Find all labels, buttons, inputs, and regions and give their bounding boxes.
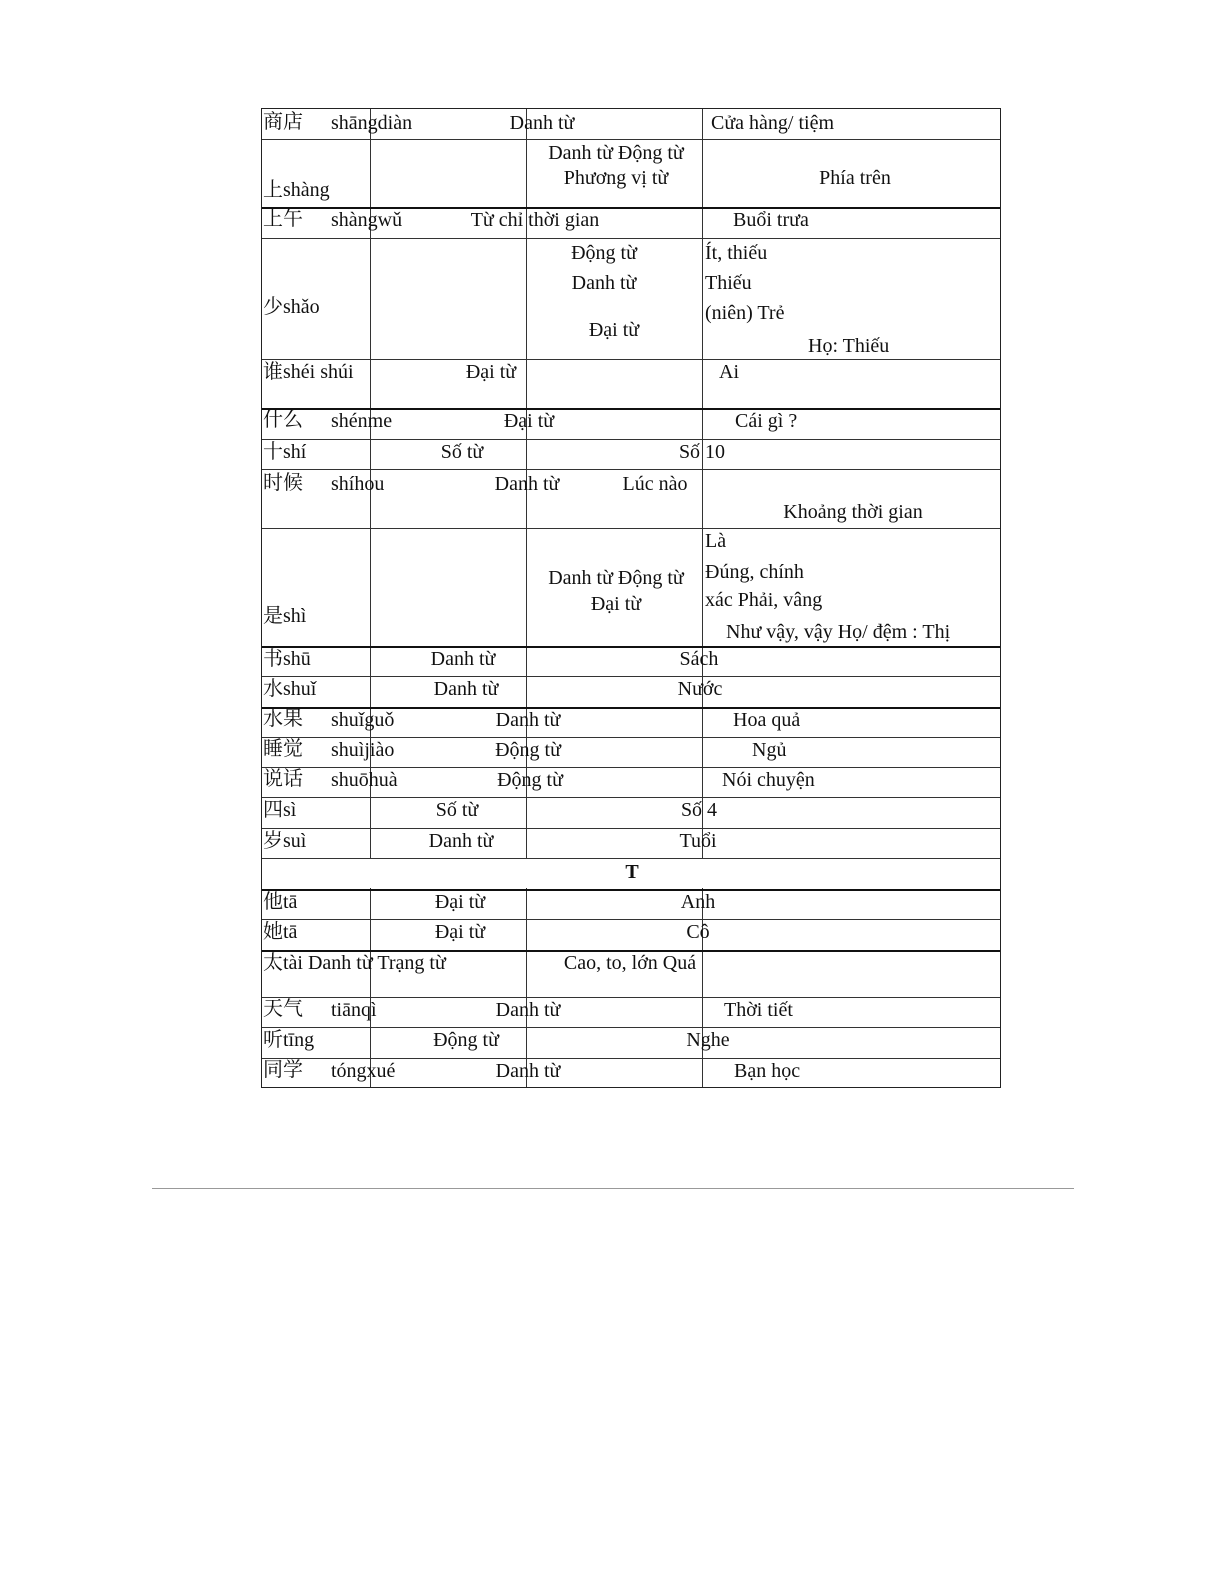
row-divider	[262, 646, 1000, 648]
row-divider	[262, 737, 1000, 738]
meaning-text: Cửa hàng/ tiệm	[711, 112, 835, 134]
pinyin-text: shàngwǔ	[331, 209, 403, 231]
part-of-speech-text: Danh từ	[428, 830, 494, 852]
part-of-speech-text: Động từ	[497, 769, 563, 791]
pinyin-text: tiānqì	[331, 999, 377, 1021]
word-pinyin-text: 听tīng	[263, 1029, 315, 1051]
page-separator	[152, 1188, 1074, 1189]
meaning-text: Cao, to, lớn Quá	[563, 952, 697, 974]
part-of-speech-text: Đại từ	[588, 319, 640, 341]
part-of-speech-text: Danh từ	[571, 272, 637, 294]
meaning-text: Buổi trưa	[733, 209, 809, 231]
word-pinyin-text: 水shuǐ	[263, 678, 317, 700]
word-pinyin-text: 书shū	[263, 648, 311, 670]
meaning-text: Số 10	[678, 441, 726, 463]
row-divider	[262, 828, 1000, 829]
part-of-speech-text: Danh từ Động từ	[548, 567, 684, 589]
word-text: 什么	[263, 409, 303, 431]
part-of-speech-text: Danh từ	[433, 678, 499, 700]
meaning-text: Họ: Thiếu	[808, 335, 890, 357]
word-text: 天气	[263, 998, 303, 1020]
meaning-text: Tuổi	[679, 830, 717, 852]
meaning-text: Thời tiết	[724, 999, 793, 1021]
pinyin-text: shíhou	[331, 473, 385, 495]
row-divider	[262, 139, 1000, 140]
pinyin-text: shuǐguǒ	[331, 709, 395, 731]
part-of-speech-text: Động từ	[433, 1029, 499, 1051]
part-of-speech-text: Đại từ	[434, 891, 486, 913]
meaning-text: Đúng, chính	[705, 561, 804, 583]
row-divider	[262, 359, 1000, 360]
word-pinyin-text: 她tā	[263, 921, 298, 943]
word-text: 商店	[263, 111, 303, 133]
row-divider	[262, 889, 1000, 891]
word-text: 水果	[263, 708, 303, 730]
word-text: 上午	[263, 208, 303, 230]
meaning-text: Sách	[679, 648, 719, 670]
word-pinyin-text: 岁suì	[263, 830, 307, 852]
pinyin-text: shénme	[331, 410, 393, 432]
meaning-text: Khoảng thời gian	[783, 501, 923, 523]
meaning-text: Bạn học	[734, 1060, 801, 1082]
meaning-text: Lúc nào	[622, 473, 688, 495]
column-divider	[526, 109, 527, 1087]
meaning-text: (niên) Trẻ	[705, 302, 785, 324]
row-divider	[262, 919, 1000, 920]
row-divider	[262, 676, 1000, 677]
row-divider	[262, 1058, 1000, 1059]
meaning-text: Là	[705, 530, 727, 552]
part-of-speech-text: Danh từ	[430, 648, 496, 670]
word-pinyin-text: 谁shéi shúi	[263, 361, 354, 383]
word-pinyin-text: 是shì	[263, 605, 307, 627]
word-text: 时候	[263, 472, 303, 494]
word-pos-text: 太tài Danh từ Trạng từ	[263, 952, 446, 974]
word-pinyin-text: 十shí	[263, 441, 307, 463]
row-divider	[262, 997, 1000, 998]
meaning-text: Ai	[719, 361, 739, 383]
row-divider	[262, 797, 1000, 798]
part-of-speech-text: Danh từ	[495, 709, 561, 731]
meaning-text: Nói chuyện	[722, 769, 815, 791]
meaning-text: Ít, thiếu	[705, 242, 768, 264]
word-text: 同学	[263, 1059, 303, 1081]
part-of-speech-text: Động từ	[571, 242, 637, 264]
meaning-text: Anh	[680, 891, 716, 913]
part-of-speech-text: Đại từ	[434, 921, 486, 943]
word-text: 睡觉	[263, 738, 303, 760]
row-divider	[262, 767, 1000, 768]
word-pinyin-text: 他tā	[263, 891, 298, 913]
part-of-speech-text: Danh từ Động từ	[548, 142, 684, 164]
part-of-speech-text: Đại từ	[590, 593, 642, 615]
word-pinyin-text: 上shàng	[263, 179, 330, 201]
part-of-speech-text: Số từ	[440, 441, 484, 463]
meaning-text: Như vậy, vậy Họ/ đệm : Thị	[726, 621, 951, 643]
section-heading: T	[625, 861, 639, 883]
meaning-text: Nghe	[686, 1029, 730, 1051]
meaning-text: Cái gì ?	[735, 410, 798, 432]
vocabulary-table	[261, 108, 1001, 1088]
meaning-text: xác Phải, vâng	[705, 589, 823, 611]
meaning-text: Nước	[677, 678, 723, 700]
part-of-speech-text: Đại từ	[465, 361, 517, 383]
row-divider	[262, 469, 1000, 470]
pinyin-text: shuìjiào	[331, 739, 395, 761]
meaning-text: Hoa quả	[733, 709, 801, 731]
meaning-text: Số 4	[680, 799, 718, 821]
part-of-speech-text: Số từ	[435, 799, 479, 821]
part-of-speech-text: Danh từ	[509, 112, 575, 134]
meaning-text: Thiếu	[705, 272, 752, 294]
pinyin-text: tóngxué	[331, 1060, 396, 1082]
part-of-speech-text: Phương vị từ	[563, 167, 669, 189]
row-divider	[262, 238, 1000, 239]
meaning-text: Ngủ	[752, 739, 787, 761]
part-of-speech-text: Danh từ	[495, 999, 561, 1021]
pinyin-text: shuōhuà	[331, 769, 398, 791]
part-of-speech-text: Danh từ	[495, 1060, 561, 1082]
word-pinyin-text: 四sì	[263, 799, 297, 821]
part-of-speech-text: Danh từ	[494, 473, 560, 495]
row-divider	[262, 1027, 1000, 1028]
meaning-text: Phía trên	[819, 167, 891, 189]
part-of-speech-text: Đại từ	[503, 410, 555, 432]
meaning-text: Cô	[686, 921, 710, 943]
row-divider	[262, 439, 1000, 440]
word-pinyin-text: 少shǎo	[263, 296, 320, 318]
part-of-speech-text: Động từ	[495, 739, 561, 761]
word-text: 说话	[263, 768, 303, 790]
column-divider	[370, 109, 371, 1087]
row-divider	[262, 528, 1000, 529]
pinyin-text: shāngdiàn	[331, 112, 413, 134]
part-of-speech-text: Từ chỉ thời gian	[470, 209, 600, 231]
